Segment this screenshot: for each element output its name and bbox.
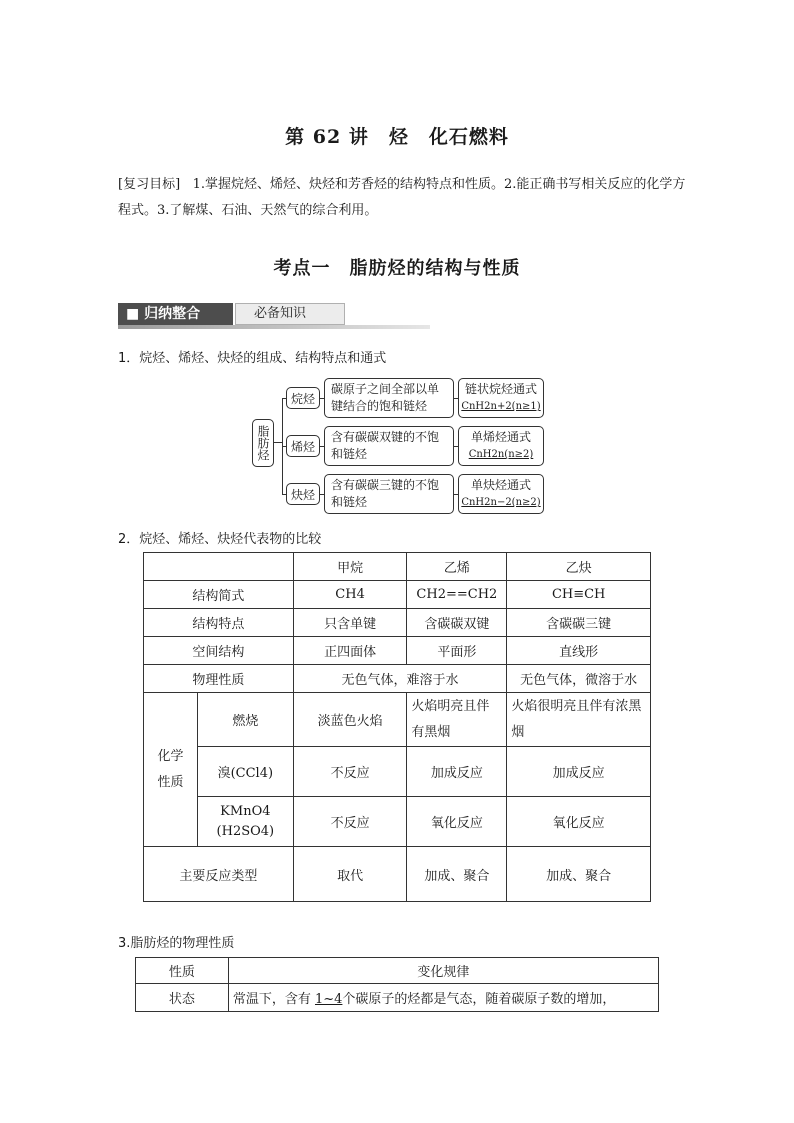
table-cell: 加成反应 (407, 747, 507, 797)
objective-label: [复习目标] (118, 177, 181, 192)
formula-alkane (458, 378, 544, 418)
table-cell: CH≡CH (507, 581, 651, 609)
formula-title: 单炔烃通式 (470, 478, 531, 492)
branch-alkane: 烷烃 (286, 387, 320, 409)
group-label (144, 693, 198, 847)
table-row (144, 609, 651, 637)
table-cell: 不反应 (293, 747, 407, 797)
formula: CnH2n−2(n≥2) (461, 497, 541, 508)
row-label: 主要反应类型 (144, 847, 294, 902)
table-row (144, 581, 651, 609)
formula-alkyne (458, 474, 544, 514)
col-header: 甲烷 (293, 553, 407, 581)
table-cell: CH2==CH2 (407, 581, 507, 609)
col-header: 乙炔 (507, 553, 651, 581)
objective-text: 1.掌握烷烃、烯烃、炔烃和芳香烃的结构特点和性质。2.能正确书写相关反应的化学方程式。3.了解煤、石油、天然气的综合利用。 (118, 177, 686, 218)
col-header: 性质 (136, 958, 229, 984)
root-node (252, 419, 274, 467)
section-title: 考点一 脂肪烃的结构与性质 (273, 258, 521, 279)
text-segment: 常温下，含有 (232, 992, 315, 1007)
root-label: 脂肪烃 (256, 425, 270, 461)
table-cell: 含碳碳三键 (507, 609, 651, 637)
desc-alkyne: 含有碳碳三键的不饱和链烃 (324, 474, 454, 514)
table-row (144, 665, 651, 693)
table-cell: 火焰明亮且伴有黑烟 (407, 693, 507, 747)
page-title: 第 62 讲 烃 化石燃料 (285, 126, 509, 148)
heading-1: 1．烷烃、烯烃、炔烃的组成、结构特点和通式 (118, 351, 387, 366)
row-label: 结构简式 (144, 581, 294, 609)
row-label: 状态 (136, 984, 229, 1012)
classification-diagram (250, 376, 550, 516)
connector (274, 442, 282, 443)
banner-sub: 必备知识 (235, 303, 345, 325)
table-cell: 无色气体，难溶于水 (293, 665, 507, 693)
comparison-table (143, 552, 651, 902)
heading-3: 3.脂肪烃的物理性质 (118, 936, 235, 951)
heading-2: 2．烷烃、烯烃、炔烃代表物的比较 (118, 532, 322, 547)
table-row (136, 984, 659, 1012)
text-segment: 个碳原子的烃都是气态，随着碳原子数的增加， (342, 992, 616, 1007)
table-cell: 只含单键 (293, 609, 407, 637)
col-header: 乙烯 (407, 553, 507, 581)
banner-main: ■ 归纳整合 (118, 303, 233, 325)
formula-title: 链状烷烃通式 (464, 382, 537, 396)
table-cell: 氧化反应 (407, 797, 507, 847)
table-cell: 正四面体 (293, 637, 407, 665)
row-label: 溴(CCl4) (197, 747, 293, 797)
banner-main-label: 归纳整合 (144, 306, 201, 322)
table-cell (144, 553, 294, 581)
table-cell: 取代 (293, 847, 407, 902)
table-cell: 不反应 (293, 797, 407, 847)
row-label: 物理性质 (144, 665, 294, 693)
table-cell: 火焰很明亮且伴有浓黑烟 (507, 693, 651, 747)
table-cell: CH4 (293, 581, 407, 609)
table-cell: 直线形 (507, 637, 651, 665)
table-row (144, 553, 651, 581)
table-cell: 加成反应 (507, 747, 651, 797)
table-cell: 无色气体，微溶于水 (507, 665, 651, 693)
desc-alkene: 含有碳碳双键的不饱和链烃 (324, 426, 454, 466)
review-objectives (118, 172, 688, 224)
branch-alkyne: 炔烃 (286, 483, 320, 505)
row-label: 燃烧 (197, 693, 293, 747)
table-row (144, 747, 651, 797)
table-cell: 含碳碳双键 (407, 609, 507, 637)
formula-title: 单烯烃通式 (470, 430, 531, 444)
table-cell: 平面形 (407, 637, 507, 665)
section-banner (118, 303, 430, 328)
formula: CnH2n+2(n≥1) (461, 401, 541, 412)
formula: CnH2n(n≥2) (468, 449, 534, 460)
table-cell: 淡蓝色火焰 (293, 693, 407, 747)
table-cell: 加成、聚合 (407, 847, 507, 902)
banner-rule (118, 325, 430, 329)
row-label: KMnO4 (H2SO4) (197, 797, 293, 847)
table-row (144, 847, 651, 902)
table-cell: 氧化反应 (507, 797, 651, 847)
desc-alkane: 碳原子之间全部以单键结合的饱和链烃 (324, 378, 454, 418)
row-label: 空间结构 (144, 637, 294, 665)
table-row (136, 958, 659, 984)
col-header: 变化规律 (228, 958, 658, 984)
table-row (144, 693, 651, 747)
table-cell (228, 984, 658, 1012)
physical-properties-table (135, 957, 659, 1012)
chem-label: 化学性质 (157, 748, 184, 790)
blank-answer: 1~4 (314, 992, 343, 1007)
row-label: 结构特点 (144, 609, 294, 637)
branch-alkene: 烯烃 (286, 435, 320, 457)
table-row (144, 637, 651, 665)
table-row (144, 797, 651, 847)
table-cell: 加成、聚合 (507, 847, 651, 902)
formula-alkene (458, 426, 544, 466)
